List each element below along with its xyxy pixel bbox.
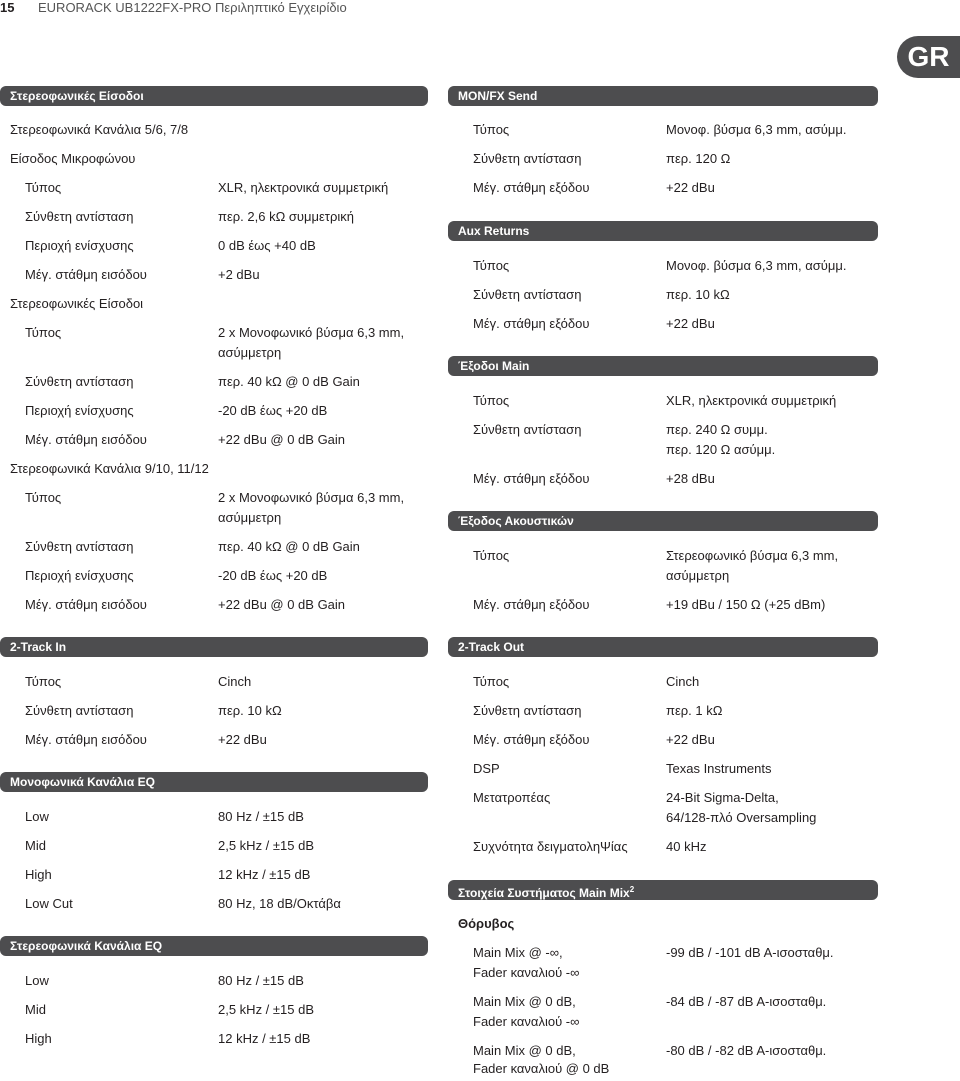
spec-value: +22 dBu @ 0 dB Gain <box>218 597 346 612</box>
spec-value: 80 Hz, 18 dB/Οκτάβα <box>218 896 341 911</box>
spec-label: Τύπος <box>473 674 510 689</box>
spec-label: Σύνθετη αντίσταση <box>25 374 134 389</box>
spec-value: Μονοφ. βύσμα 6,3 mm, ασύμμ. <box>666 258 847 273</box>
section-bar-aux-returns: Aux Returns <box>448 221 878 241</box>
section-bar-2-track-in: 2-Track In <box>0 637 428 657</box>
spec-label: Συχνότητα δειγματοληΨίας <box>473 839 628 854</box>
spec-label: Main Mix @ -∞, <box>473 945 563 960</box>
spec-label: High <box>25 1031 52 1046</box>
section-bar-2-track-out: 2-Track Out <box>448 637 878 657</box>
spec-label: Τύπος <box>25 490 62 505</box>
spec-value: -20 dB έως +20 dB <box>218 403 328 418</box>
subheading-channels-5-8: Στερεοφωνικά Κανάλια 5/6, 7/8 <box>10 122 189 137</box>
footnote-marker: 2 <box>629 885 635 894</box>
spec-label: Main Mix @ 0 dB, <box>473 994 576 1009</box>
spec-label: Μέγ. στάθμη εξόδου <box>473 597 590 612</box>
spec-value: XLR, ηλεκτρονικά συμμετρική <box>666 393 837 408</box>
spec-value: Cinch <box>218 674 252 689</box>
spec-value-cont: ασύμμετρη <box>218 345 282 360</box>
spec-value: XLR, ηλεκτρονικά συμμετρική <box>218 180 389 195</box>
subheading-channels-9-12: Στερεοφωνικά Κανάλια 9/10, 11/12 <box>10 461 209 476</box>
spec-label: Μέγ. στάθμη εισόδου <box>25 732 147 747</box>
spec-label: Σύνθετη αντίσταση <box>473 151 582 166</box>
spec-value: +22 dBu <box>218 732 267 747</box>
spec-label: Σύνθετη αντίσταση <box>25 703 134 718</box>
spec-value: 12 kHz / ±15 dB <box>218 867 311 882</box>
spec-value: 2 x Μονοφωνικό βύσμα 6,3 mm, <box>218 325 405 340</box>
spec-value: +19 dBu / 150 Ω (+25 dBm) <box>666 597 826 612</box>
spec-value-cont: 64/128-πλό Oversampling <box>666 810 817 825</box>
spec-value: περ. 40 kΩ @ 0 dB Gain <box>218 374 360 389</box>
spec-value: 80 Hz / ±15 dB <box>218 809 304 824</box>
spec-value: 2,5 kHz / ±15 dB <box>218 1002 315 1017</box>
spec-label: Σύνθετη αντίσταση <box>473 287 582 302</box>
spec-label: Μέγ. στάθμη εξόδου <box>473 316 590 331</box>
spec-label: Τύπος <box>25 674 62 689</box>
spec-value: +2 dBu <box>218 267 260 282</box>
spec-value: περ. 120 Ω <box>666 151 731 166</box>
subheading-noise: Θόρυβος <box>458 916 515 931</box>
spec-label: High <box>25 867 52 882</box>
spec-value: -80 dB / -82 dB A-ισοσταθμ. <box>666 1043 827 1058</box>
spec-value: περ. 40 kΩ @ 0 dB Gain <box>218 539 360 554</box>
spec-label: Τύπος <box>473 122 510 137</box>
subheading-stereo-inputs: Στερεοφωνικές Είσοδοι <box>10 296 144 311</box>
spec-value: 2 x Μονοφωνικό βύσμα 6,3 mm, <box>218 490 405 505</box>
spec-label: Σύνθετη αντίσταση <box>25 209 134 224</box>
spec-label: Τύπος <box>25 325 62 340</box>
spec-label: Main Mix @ 0 dB, <box>473 1043 576 1058</box>
spec-value: Μονοφ. βύσμα 6,3 mm, ασύμμ. <box>666 122 847 137</box>
spec-label: Σύνθετη αντίσταση <box>473 422 582 437</box>
spec-value: 2,5 kHz / ±15 dB <box>218 838 315 853</box>
section-bar-mono-eq: Μονοφωνικά Κανάλια EQ <box>0 772 428 792</box>
spec-label: Τύπος <box>473 548 510 563</box>
spec-label: Τύπος <box>473 393 510 408</box>
spec-value: περ. 240 Ω συμμ. <box>666 422 768 437</box>
main-mix-bar-label: Στοιχεία Συστήματος Main Mix <box>458 886 630 900</box>
spec-value: +22 dBu <box>666 180 715 195</box>
spec-label-cont: Fader καναλιού -∞ <box>473 1014 580 1029</box>
spec-label: Σύνθετη αντίσταση <box>25 539 134 554</box>
section-bar-stereo-eq: Στερεοφωνικά Κανάλια EQ <box>0 936 428 956</box>
spec-label: Μέγ. στάθμη εισόδου <box>25 267 147 282</box>
spec-value-cont: ασύμμετρη <box>218 510 282 525</box>
spec-value: περ. 10 kΩ <box>218 703 282 718</box>
spec-value: -99 dB / -101 dB A-ισοσταθμ. <box>666 945 834 960</box>
spec-label: Περιοχή ενίσχυσης <box>25 403 134 418</box>
spec-label: Mid <box>25 838 46 853</box>
spec-value: -84 dB / -87 dB A-ισοσταθμ. <box>666 994 827 1009</box>
spec-label-cont: Fader καναλιού @ 0 dB <box>473 1061 610 1076</box>
spec-value: περ. 10 kΩ <box>666 287 730 302</box>
section-bar-mon-fx-send: MON/FX Send <box>448 86 878 106</box>
spec-label: Μέγ. στάθμη εξόδου <box>473 471 590 486</box>
spec-label: Mid <box>25 1002 46 1017</box>
spec-label: Τύπος <box>25 180 62 195</box>
spec-label: DSP <box>473 761 500 776</box>
spec-value: περ. 2,6 kΩ συμμετρική <box>218 209 354 224</box>
section-bar-headphones: Έξοδος Ακουστικών <box>448 511 878 531</box>
spec-label: Περιοχή ενίσχυσης <box>25 568 134 583</box>
spec-label: Περιοχή ενίσχυσης <box>25 238 134 253</box>
spec-value: +22 dBu <box>666 732 715 747</box>
spec-label: Μέγ. στάθμη εισόδου <box>25 597 147 612</box>
spec-value: Texas Instruments <box>666 761 772 776</box>
spec-value: +22 dBu <box>666 316 715 331</box>
spec-label: Low <box>25 809 49 824</box>
spec-label-cont: Fader καναλιού -∞ <box>473 965 580 980</box>
spec-value: 0 dB έως +40 dB <box>218 238 316 253</box>
spec-label: Τύπος <box>473 258 510 273</box>
subheading-mic-input: Είσοδος Μικροφώνου <box>10 151 136 166</box>
spec-label: Μέγ. στάθμη εξόδου <box>473 732 590 747</box>
spec-label: Μέγ. στάθμη εξόδου <box>473 180 590 195</box>
section-bar-main-outputs: Έξοδοι Main <box>448 356 878 376</box>
spec-label: Low <box>25 973 49 988</box>
language-badge: GR <box>897 36 960 78</box>
spec-value: 12 kHz / ±15 dB <box>218 1031 311 1046</box>
spec-label: Μετατροπέας <box>473 790 551 805</box>
spec-value: 80 Hz / ±15 dB <box>218 973 304 988</box>
section-bar-stereo-inputs: Στερεοφωνικές Είσοδοι <box>0 86 428 106</box>
spec-label: Low Cut <box>25 896 73 911</box>
page-number: 15 <box>0 0 15 15</box>
spec-value: 24-Bit Sigma-Delta, <box>666 790 779 805</box>
document-title: EURORACK UB1222FX-PRO Περιληπτικό Εγχειρίδιο <box>38 0 347 15</box>
spec-value-cont: ασύμμετρη <box>666 568 730 583</box>
spec-label: Σύνθετη αντίσταση <box>473 703 582 718</box>
spec-value: +22 dBu @ 0 dB Gain <box>218 432 346 447</box>
spec-value: -20 dB έως +20 dB <box>218 568 328 583</box>
section-bar-main-mix-system <box>448 880 878 900</box>
spec-label: Μέγ. στάθμη εισόδου <box>25 432 147 447</box>
spec-value: 40 kHz <box>666 839 707 854</box>
spec-value: Στερεοφωνικό βύσμα 6,3 mm, <box>666 548 839 563</box>
spec-value: περ. 1 kΩ <box>666 703 723 718</box>
spec-value: +28 dBu <box>666 471 715 486</box>
spec-value-cont: περ. 120 Ω ασύμμ. <box>666 442 776 457</box>
spec-value: Cinch <box>666 674 700 689</box>
